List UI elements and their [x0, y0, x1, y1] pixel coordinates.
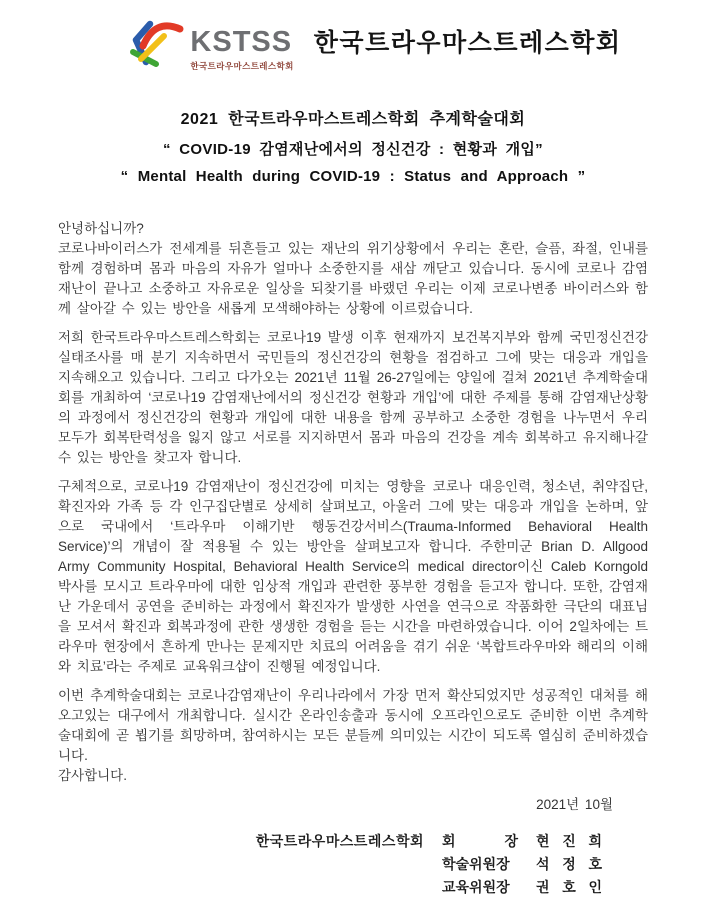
signature-name-education-chair: 권 호 인: [536, 879, 602, 895]
signature-name-academic-chair: 석 정 호: [536, 856, 602, 872]
conference-subtitle-english: “ Mental Health during COVID-19 : Status and Approach ”: [120, 168, 586, 185]
signature-block: [58, 831, 648, 897]
logo-acronym: KSTSS: [190, 26, 293, 58]
paragraph-4: 이번 추계학술대회는 코로나감염재난이 우리나라에서 가장 먼저 확산되었지만 성공적인 대처를 해오고있는 대구에서 개최합니다. 실시간 온라인송출과 동시에 오프라인으로도 준비한 이번 추계학술대회에 곧 뵙기를 희망하며, 참여하시는 모든 분들께 의미있는 시간이 되도록 열심히 준비하겠습니다.: [58, 688, 648, 763]
logo-caption: 한국트라우마스트레스학회: [190, 61, 294, 71]
conference-title: 2021 한국트라우마스트레스학회 추계학술대회: [180, 111, 526, 128]
letterhead: [80, 16, 670, 72]
logo-text: [190, 28, 293, 72]
paragraph-1: 코로나바이러스가 전세계를 뒤흔들고 있는 재난의 위기상황에서 우리는 혼란, 슬픔, 좌절, 인내를 함께 경험하며 몸과 마음의 자유가 얼마나 소중한지를 새삼 깨닫고 있습니다. 동시에 코로나 감염재난이 끝나고 소중하고 자유로운 일상을 되찾기를 바랬던 우리는 이제 코로나변종 바이러스와 함께 살아갈 수 있는 방안을 새롭게 모색해야하는 상황에 이르렀습니다.: [58, 241, 648, 316]
paragraph-2: 저희 한국트라우마스트레스학회는 코로나19 발생 이후 현재까지 보건복지부와 함께 국민정신건강 실태조사를 매 분기 지속하면서 국민들의 정신건강의 현황을 점검하고 그에 맞는 대응과 개입을 지속해오고 있습니다. 그리고 다가오는 2021년 11월 26-27일에는 양일에 걸쳐 2021년 추계학술대회를 개최하여 ‘코로나19 감염재난에서의 정신건강 현황과 개입’에 대한 주제를 통해 감염재난상황의 과정에서 정신건강의 현황과 개입에 대한 내용을 함께 공부하고 소중한 경험을 나누면서 우리 모두가 회복탄력성을 잃지 않고 서로를 지지하면서 몸과 마음의 건강을 계속 회복하고 유지해나갈 수 있는 방안을 찾고자 합니다.: [58, 330, 648, 465]
signature-row: [58, 831, 648, 851]
paragraph-3: 구체적으로, 코로나19 감염재난이 정신건강에 미치는 영향을 코로나 대응인력, 청소년, 취약집단, 확진자와 가족 등 각 인구집단별로 상세히 살펴보고, 아울러 그에 맞는 대응과 개입을 논하며, 앞으로 국내에서 ‘트라우마 이해기반 행동건강서비스(Trauma-Informed Behavioral Health Service)’의 개념이 잘 적용될 수 있는 방안을 살펴보고자 합니다. 주한미군 Brian D. Allgood Army Community Hospital, Behavioral Health Service의 medical director이신 Caleb Korngold 박사를 모시고 트라우마에 대한 임상적 개입과 관련한 풍부한 경험을 듣고자 합니다. 또한, 감염재난 가운데서 공연을 준비하는 과정에서 확진자가 발생한 사연을 연극으로 작품화한 극단의 대표님을 모셔서 확진과 회복과정에 관한 생생한 경험을 듣는 시간을 마련하였습니다. 이어 2일차에는 트라우마 현장에서 흔하게 만나는 문제지만 치료의 어려움을 겪기 쉬운 ‘복합트라우마와 해리의 이해와 치료’라는 주제로 교육워크샵이 진행될 예정입니다.: [58, 479, 648, 674]
signature-name-president: 현 진 희: [536, 833, 602, 849]
signature-row: [58, 854, 648, 874]
signature-row: [58, 877, 648, 897]
kstss-logo-mark-icon: [128, 16, 184, 70]
kstss-logo: [128, 16, 293, 72]
letter-body: [58, 219, 648, 815]
signature-role-academic-chair: 학술위원장: [442, 856, 510, 872]
signature-role-president: 회 장: [442, 833, 518, 849]
signature-role-education-chair: 교육위원장: [442, 879, 510, 895]
greeting-line: 안녕하십니까?: [58, 221, 144, 236]
closing-thanks: 감사합니다.: [58, 768, 127, 783]
signature-org: 한국트라우마스트레스학회: [255, 833, 424, 849]
letter-date: 2021년 10월: [536, 797, 613, 812]
conference-subtitle-korean: “ COVID-19 감염재난에서의 정신건강 : 현황과 개입”: [163, 141, 543, 158]
conference-title-block: [58, 106, 648, 185]
org-name-heading: 한국트라우마스트레스학회: [313, 29, 622, 57]
